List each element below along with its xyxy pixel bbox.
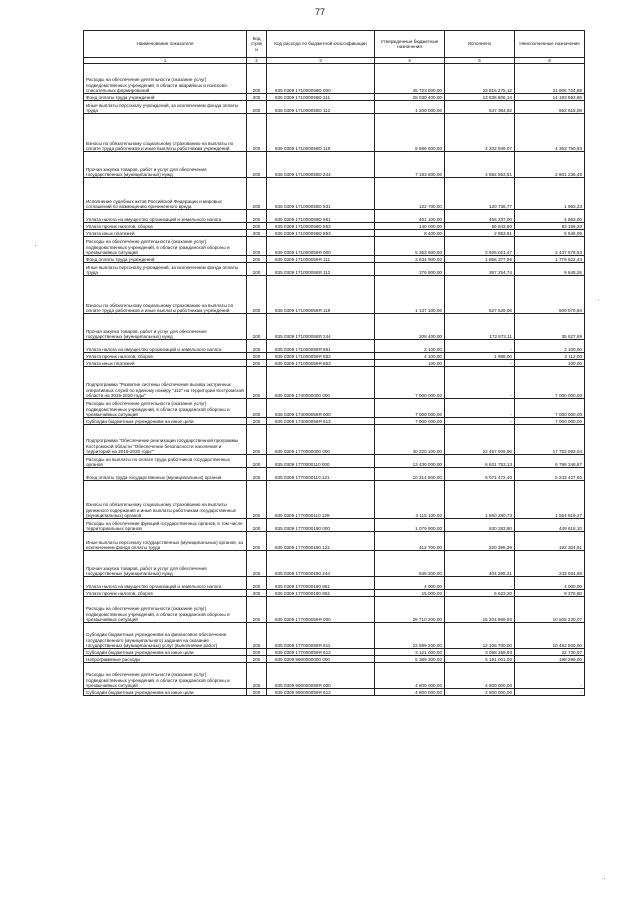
budget-classification-cell: 835 0309 171000059D 112	[267, 101, 375, 114]
approved-amount-cell: 4 000,00	[375, 577, 445, 590]
indicator-name-cell: Уплата иных платежей	[84, 360, 247, 367]
executed-amount-cell: 5 071 472,40	[445, 468, 515, 481]
unexecuted-amount-cell: 1 554 819,27	[515, 481, 585, 519]
indicator-name-cell: Субсидии бюджетным учреждениям на финансовое обеспечение государственного (муниципального) задания на оказание государственных (муниципальных) услуг (выполнение работ)	[84, 623, 247, 649]
table-row	[84, 263, 585, 276]
column-number: 5	[445, 58, 515, 64]
unexecuted-amount-cell: 2 601 236,49	[515, 152, 585, 178]
table-row	[84, 623, 585, 649]
indicator-name-cell: Расходы на обеспечение деятельности (оказание услуг) подведомственных учреждений, в области аварийных и поисково-спасательных формирований	[84, 64, 247, 94]
row-code-cell: 200	[247, 353, 267, 360]
indicator-name-cell: Уплата налога на имущество организаций и земельного налога	[84, 210, 247, 223]
indicator-name-cell: Исполнение судебных актов Российской Федерации и мировых соглашений по возмещению причиненного вреда	[84, 178, 247, 210]
table-row	[84, 256, 585, 263]
approved-amount-cell: 648 200,00	[375, 551, 445, 577]
table-row	[84, 64, 585, 94]
approved-amount-cell: 45 723 000,00	[375, 64, 445, 94]
executed-amount-cell: 4 202 849,07	[445, 114, 515, 152]
budget-classification-cell: 835 0309 1770000110 000	[267, 455, 375, 468]
row-code-cell: 200	[247, 114, 267, 152]
scan-speck	[35, 245, 36, 246]
indicator-name-cell: Фонд оплаты труда государственных (муниципальных) органов	[84, 468, 247, 481]
budget-classification-cell: 835 0309 1740000000 000	[267, 367, 375, 399]
approved-amount-cell: 3 634 900,00	[375, 256, 445, 263]
row-code-cell: 200	[247, 649, 267, 656]
row-code-cell: 200	[247, 94, 267, 101]
column-number: 1	[84, 58, 247, 64]
table-row	[84, 340, 585, 353]
executed-amount-cell: 1 560 280,73	[445, 481, 515, 519]
approved-amount-cell: 15 000,00	[375, 590, 445, 597]
unexecuted-amount-cell: 4 000,00	[515, 577, 585, 590]
executed-amount-cell: -	[445, 360, 515, 367]
executed-amount-cell: 547 384,92	[445, 101, 515, 114]
row-code-cell: 200	[247, 623, 267, 649]
scan-speck	[598, 300, 599, 301]
indicator-name-cell: Фонд оплаты труда учреждений	[84, 256, 247, 263]
table-row	[84, 455, 585, 468]
indicator-name-cell: Иные выплаты персоналу учреждений, за исключением фонда оплаты труда	[84, 101, 247, 114]
executed-amount-cell: 630 283,90	[445, 519, 515, 532]
approved-amount-cell: 3 115 100,00	[375, 481, 445, 519]
budget-classification-cell: 835 0309 9900000000 000	[267, 656, 375, 663]
unexecuted-amount-cell: 1 963,23	[515, 178, 585, 210]
approved-amount-cell: 3 121 000,00	[375, 649, 445, 656]
unexecuted-amount-cell: 2 100,00	[515, 340, 585, 353]
budget-classification-cell: 835 0309 1770000110 121	[267, 468, 375, 481]
unexecuted-amount-cell: 10 482 500,00	[515, 623, 585, 649]
executed-amount-cell: -	[445, 340, 515, 353]
table-row	[84, 425, 585, 455]
unexecuted-amount-cell: 5 243 427,60	[515, 468, 585, 481]
table-row	[84, 519, 585, 532]
executed-amount-cell: 527 529,06	[445, 276, 515, 314]
budget-classification-cell: 835 0309 177000059Я 612	[267, 649, 375, 656]
budget-classification-cell: 835 0309 990000059Я 612	[267, 689, 375, 696]
row-code-cell: 200	[247, 597, 267, 623]
approved-amount-cell: 4 100,00	[375, 353, 445, 360]
approved-amount-cell: 8 566 600,00	[375, 114, 445, 152]
table-row	[84, 468, 585, 481]
indicator-name-cell: Иные выплаты персоналу учреждений, за исключением фонда оплаты труда	[84, 263, 247, 276]
indicator-name-cell: Иные выплаты персоналу государственных (муниципальных) органов, за исключением фонда оплаты труда	[84, 532, 247, 551]
unexecuted-amount-cell: 22 730,07	[515, 649, 585, 656]
budget-classification-cell: 835 0309 171000059Я 000	[267, 237, 375, 256]
executed-amount-cell: 12 106 700,00	[445, 623, 515, 649]
approved-amount-cell: 412 700,00	[375, 532, 445, 551]
approved-amount-cell: 100,00	[375, 360, 445, 367]
row-code-cell: 200	[247, 590, 267, 597]
budget-classification-cell: 835 0309 1770000190 851	[267, 577, 375, 590]
scan-speck	[604, 878, 605, 879]
unexecuted-amount-cell: 4 363 750,93	[515, 114, 585, 152]
row-code-cell: 200	[247, 360, 267, 367]
budget-execution-table	[83, 30, 585, 696]
row-code-cell: 200	[247, 64, 267, 94]
budget-classification-cell: 835 0309 171000059D 853	[267, 230, 375, 237]
approved-amount-cell: 5 363 600,00	[375, 237, 445, 256]
indicator-name-cell: Уплата прочих налогов, сборов	[84, 223, 247, 230]
unexecuted-amount-cell: 609 570,94	[515, 276, 585, 314]
executed-amount-cell: 456 237,00	[445, 210, 515, 223]
approved-amount-cell: 4 800 000,00	[375, 689, 445, 696]
row-code-cell: 200	[247, 276, 267, 314]
indicator-name-cell: Уплата налога на имущество организаций и земельного налога	[84, 340, 247, 353]
executed-amount-cell: 172 872,11	[445, 314, 515, 340]
unexecuted-amount-cell: 14 193 593,86	[515, 94, 585, 101]
table-row	[84, 360, 585, 367]
budget-classification-cell: 835 0309 1770000000 000	[267, 425, 375, 455]
budget-classification-cell: 835 0309 1770000190 122	[267, 532, 375, 551]
budget-classification-cell: 835 0309 177000059Я 000	[267, 597, 375, 623]
executed-amount-cell: 6 631 753,13	[445, 455, 515, 468]
approved-amount-cell: 7 000 000,00	[375, 367, 445, 399]
indicator-name-cell: Прочая закупка товаров, работ и услуг для обеспечения государственных (муниципальных) нужд	[84, 314, 247, 340]
approved-amount-cell: 28 030 400,00	[375, 94, 445, 101]
executed-amount-cell: 2 853,91	[445, 230, 515, 237]
executed-amount-cell: 3 098 269,93	[445, 649, 515, 656]
header-unexecuted: Неисполненные назначения	[515, 31, 585, 58]
row-code-cell: 200	[247, 663, 267, 689]
budget-classification-cell: 835 0309 171000059Я 244	[267, 314, 375, 340]
row-code-cell: 200	[247, 551, 267, 577]
row-code-cell: 200	[247, 223, 267, 230]
unexecuted-amount-cell: 9 645,26	[515, 263, 585, 276]
budget-classification-cell: 835 0309 171000059D 831	[267, 178, 375, 210]
approved-amount-cell: 1 137 100,00	[375, 276, 445, 314]
executed-amount-cell: 367 254,74	[445, 263, 515, 276]
table-row	[84, 418, 585, 425]
unexecuted-amount-cell: 83 156,20	[515, 223, 585, 230]
unexecuted-amount-cell: 7 000 000,00	[515, 418, 585, 425]
unexecuted-amount-cell: 35 527,89	[515, 314, 585, 340]
unexecuted-amount-cell: 449 616,10	[515, 519, 585, 532]
executed-amount-cell: 4 800 000,00	[445, 689, 515, 696]
budget-classification-cell: 835 0309 1770000190 000	[267, 519, 375, 532]
executed-amount-cell: 15 204 969,93	[445, 597, 515, 623]
approved-amount-cell: 5 389 300,00	[375, 656, 445, 663]
executed-amount-cell: 22 467 006,96	[445, 425, 515, 455]
executed-amount-cell: 23 816 275,12	[445, 64, 515, 94]
unexecuted-amount-cell: 10 505 230,07	[515, 597, 585, 623]
executed-amount-cell: 4 592 563,51	[445, 152, 515, 178]
budget-classification-cell: 835 0309 171000059Я 853	[267, 360, 375, 367]
row-code-cell: 200	[247, 314, 267, 340]
budget-classification-cell: 835 0309 171000059Я 852	[267, 353, 375, 360]
approved-amount-cell: 7 000 000,00	[375, 399, 445, 418]
budget-classification-cell: 835 0309 990000059Я 000	[267, 663, 375, 689]
unexecuted-amount-cell: 198 299,00	[515, 656, 585, 663]
column-number: 6	[515, 58, 585, 64]
table-row	[84, 481, 585, 519]
row-code-cell: 200	[247, 577, 267, 590]
indicator-name-cell: Взносы по обязательному социальному страхованию на выплаты по оплате труда работников и иные выплаты работникам учреждений	[84, 114, 247, 152]
executed-amount-cell: 404 265,31	[445, 551, 515, 577]
budget-classification-cell: 835 0309 171000059Я 119	[267, 276, 375, 314]
row-code-cell: 200	[247, 425, 267, 455]
column-number: 2	[247, 58, 267, 64]
approved-amount-cell: 122 700,00	[375, 178, 445, 210]
budget-classification-cell: 835 0309 174000059Я 612	[267, 418, 375, 425]
approved-amount-cell: 2 100,00	[375, 340, 445, 353]
unexecuted-amount-cell: 1 778 522,44	[515, 256, 585, 263]
indicator-name-cell: Уплата прочих налогов, сборов	[84, 590, 247, 597]
table-row	[84, 230, 585, 237]
row-code-cell: 200	[247, 399, 267, 418]
table-row	[84, 577, 585, 590]
indicator-name-cell: Уплата прочих налогов, сборов	[84, 353, 247, 360]
unexecuted-amount-cell: 2 112,00	[515, 353, 585, 360]
unexecuted-amount-cell: 243 934,69	[515, 551, 585, 577]
executed-amount-cell: 5 191 001,00	[445, 656, 515, 663]
indicator-name-cell: Расходы на обеспечение деятельности (оказание услуг) подведомственных учреждений, в области гражданской обороны и чрезвычайных ситуаций	[84, 237, 247, 256]
table-row	[84, 178, 585, 210]
indicator-name-cell: Расходы на обеспечение деятельности (оказание услуг) подведомственных учреждений, в области гражданской обороны и чрезвычайных ситуаций	[84, 597, 247, 623]
executed-amount-cell: 4 800 000,00	[445, 663, 515, 689]
row-code-cell: 200	[247, 263, 267, 276]
header-indicator-name: Наименование показателя	[84, 31, 247, 58]
indicator-name-cell: Подпрограмма "Обеспечение реализации государственной программы Костромской области "Обеспечение безопасности населения и территорий на 2015-2020 годы""	[84, 425, 247, 455]
table-row	[84, 656, 585, 663]
row-code-cell: 200	[247, 340, 267, 353]
approved-amount-cell: 4 800 000,00	[375, 663, 445, 689]
indicator-name-cell: Субсидии бюджетным учреждениям на иные цели	[84, 689, 247, 696]
row-code-cell: 200	[247, 455, 267, 468]
row-code-cell: 200	[247, 481, 267, 519]
row-code-cell: 200	[247, 152, 267, 178]
table-row	[84, 399, 585, 418]
budget-classification-cell: 835 0309 171000059D 000	[267, 64, 375, 94]
unexecuted-amount-cell: 7 000 000,00	[515, 367, 585, 399]
table-row	[84, 597, 585, 623]
table-row	[84, 532, 585, 551]
executed-amount-cell: -	[445, 577, 515, 590]
unexecuted-amount-cell: 9 376,80	[515, 590, 585, 597]
row-code-cell: 200	[247, 230, 267, 237]
unexecuted-amount-cell: 7 000 000,00	[515, 399, 585, 418]
indicator-name-cell: Непрограммные расходы	[84, 656, 247, 663]
header-executed: Исполнено	[445, 31, 515, 58]
unexecuted-amount-cell: 192 304,61	[515, 532, 585, 551]
unexecuted-amount-cell: 21 906 724,88	[515, 64, 585, 94]
row-code-cell: 200	[247, 178, 267, 210]
indicator-name-cell: Прочая закупка товаров, работ и услуг для обеспечения государственных (муниципальных) нужд	[84, 152, 247, 178]
table-header-row	[84, 31, 585, 58]
indicator-name-cell: Расходы на обеспечение деятельности (оказание услуг) подведомственных учреждений, в области гражданской обороны и чрезвычайных ситуаций	[84, 399, 247, 418]
executed-amount-cell: 5 623,20	[445, 590, 515, 597]
approved-amount-cell: 1 200 000,00	[375, 101, 445, 114]
budget-classification-cell: 835 0309 171000059Я 851	[267, 340, 375, 353]
column-number: 4	[375, 58, 445, 64]
approved-amount-cell: 8 400,00	[375, 230, 445, 237]
row-code-cell: 200	[247, 367, 267, 399]
budget-classification-cell: 835 0309 174000059Я 000	[267, 399, 375, 418]
table-row	[84, 101, 585, 114]
row-code-cell: 200	[247, 689, 267, 696]
approved-amount-cell: 7 193 800,00	[375, 152, 445, 178]
indicator-name-cell: Взносы по обязательному социальному страхованию на выплаты денежного содержания и иные выплаты работникам государственных (муниципальных) органов	[84, 481, 247, 519]
budget-classification-cell: 835 0309 171000059Я 111	[267, 256, 375, 263]
indicator-name-cell: Субсидии бюджетным учреждениям на иные цели	[84, 418, 247, 425]
executed-amount-cell: 1 988,00	[445, 353, 515, 360]
table-body	[84, 64, 585, 696]
column-number: 3	[267, 58, 375, 64]
approved-amount-cell: 7 000 000,00	[375, 418, 445, 425]
executed-amount-cell: 56 843,80	[445, 223, 515, 230]
header-row-code: Код строк и	[247, 31, 267, 58]
table-row	[84, 210, 585, 223]
table-row	[84, 689, 585, 696]
indicator-name-cell: Уплата налога на имущество организаций и земельного налога	[84, 577, 247, 590]
approved-amount-cell: 10 314 900,00	[375, 468, 445, 481]
row-code-cell: 200	[247, 418, 267, 425]
table-row	[84, 114, 585, 152]
approved-amount-cell: 22 589 200,00	[375, 623, 445, 649]
row-code-cell: 200	[247, 532, 267, 551]
unexecuted-amount-cell: 100,00	[515, 360, 585, 367]
executed-amount-cell: 120 736,77	[445, 178, 515, 210]
budget-classification-cell: 835 0309 171000059D 111	[267, 94, 375, 101]
approved-amount-cell: 1 079 900,00	[375, 519, 445, 532]
executed-amount-cell: 1 856 377,56	[445, 256, 515, 263]
row-code-cell: 200	[247, 656, 267, 663]
row-code-cell: 200	[247, 237, 267, 256]
unexecuted-amount-cell: -	[515, 663, 585, 689]
unexecuted-amount-cell: -	[515, 689, 585, 696]
approved-amount-cell: 13 430 000,00	[375, 455, 445, 468]
approved-amount-cell: 461 100,00	[375, 210, 445, 223]
executed-amount-cell: 220 395,39	[445, 532, 515, 551]
table-row	[84, 152, 585, 178]
row-code-cell: 200	[247, 210, 267, 223]
table-row	[84, 237, 585, 256]
approved-amount-cell: 40 220 100,00	[375, 425, 445, 455]
budget-classification-cell: 835 0309 171000059D 851	[267, 210, 375, 223]
row-code-cell: 200	[247, 468, 267, 481]
budget-classification-cell: 835 0309 171000059Я 112	[267, 263, 375, 276]
budget-classification-cell: 835 0309 171000059D 852	[267, 223, 375, 230]
row-code-cell: 200	[247, 519, 267, 532]
row-code-cell: 200	[247, 256, 267, 263]
indicator-name-cell: Уплата иных платежей	[84, 230, 247, 237]
table-row	[84, 314, 585, 340]
table-row	[84, 590, 585, 597]
unexecuted-amount-cell: 6 798 246,87	[515, 455, 585, 468]
budget-classification-cell: 835 0309 1770000190 852	[267, 590, 375, 597]
table-row	[84, 663, 585, 689]
indicator-name-cell: Расходы на обеспечение деятельности (оказание услуг) подведомственных учреждений, в области гражданской обороны и чрезвычайных ситуаций	[84, 663, 247, 689]
table-row	[84, 649, 585, 656]
unexecuted-amount-cell: 2 437 578,53	[515, 237, 585, 256]
executed-amount-cell: -	[445, 367, 515, 399]
executed-amount-cell: 13 836 806,14	[445, 94, 515, 101]
unexecuted-amount-cell: 4 863,00	[515, 210, 585, 223]
table-row	[84, 223, 585, 230]
indicator-name-cell: Субсидии бюджетным учреждениям на иные цели	[84, 649, 247, 656]
page-number: 77	[314, 7, 325, 17]
table-row	[84, 276, 585, 314]
table-row	[84, 353, 585, 360]
budget-classification-cell: 835 0309 177000059Я 611	[267, 623, 375, 649]
budget-classification-cell: 835 0309 1770000190 244	[267, 551, 375, 577]
indicator-name-cell: Расходы на обеспечение функций государственных органов, в том числе территориальных органов	[84, 519, 247, 532]
table-row	[84, 367, 585, 399]
executed-amount-cell: 2 926 021,47	[445, 237, 515, 256]
budget-classification-cell: 835 0309 171000059D 119	[267, 114, 375, 152]
approved-amount-cell: 25 710 200,00	[375, 597, 445, 623]
indicator-name-cell: Фонд оплаты труда учреждений	[84, 94, 247, 101]
budget-classification-cell: 835 0309 171000059D 244	[267, 152, 375, 178]
indicator-name-cell: Взносы по обязательному социальному страхованию на выплаты по оплате труда работников и иные выплаты работникам учреждений	[84, 276, 247, 314]
row-code-cell: 200	[247, 101, 267, 114]
header-approved: Утвержденные бюджетные назначения	[375, 31, 445, 58]
unexecuted-amount-cell: 17 753 093,04	[515, 425, 585, 455]
executed-amount-cell: -	[445, 399, 515, 418]
table-row	[84, 94, 585, 101]
unexecuted-amount-cell: 5 546,09	[515, 230, 585, 237]
indicator-name-cell: Подпрограмма "Развитие системы обеспечения вызова экстренных оперативных служб по единому номеру "112" на территории Костромской области на 2015-2020 годы"	[84, 367, 247, 399]
approved-amount-cell: 140 000,00	[375, 223, 445, 230]
approved-amount-cell: 376 900,00	[375, 263, 445, 276]
indicator-name-cell: Прочая закупка товаров, работ и услуг для обеспечения государственных (муниципальных) нужд	[84, 551, 247, 577]
approved-amount-cell: 208 400,00	[375, 314, 445, 340]
unexecuted-amount-cell: 652 615,08	[515, 101, 585, 114]
indicator-name-cell: Расходы на выплаты по оплате труда работников государственных органов	[84, 455, 247, 468]
executed-amount-cell: -	[445, 418, 515, 425]
budget-classification-cell: 835 0309 1770000110 129	[267, 481, 375, 519]
header-budget-classification: Код расхода по бюджетной классификации	[267, 31, 375, 58]
table-row	[84, 551, 585, 577]
